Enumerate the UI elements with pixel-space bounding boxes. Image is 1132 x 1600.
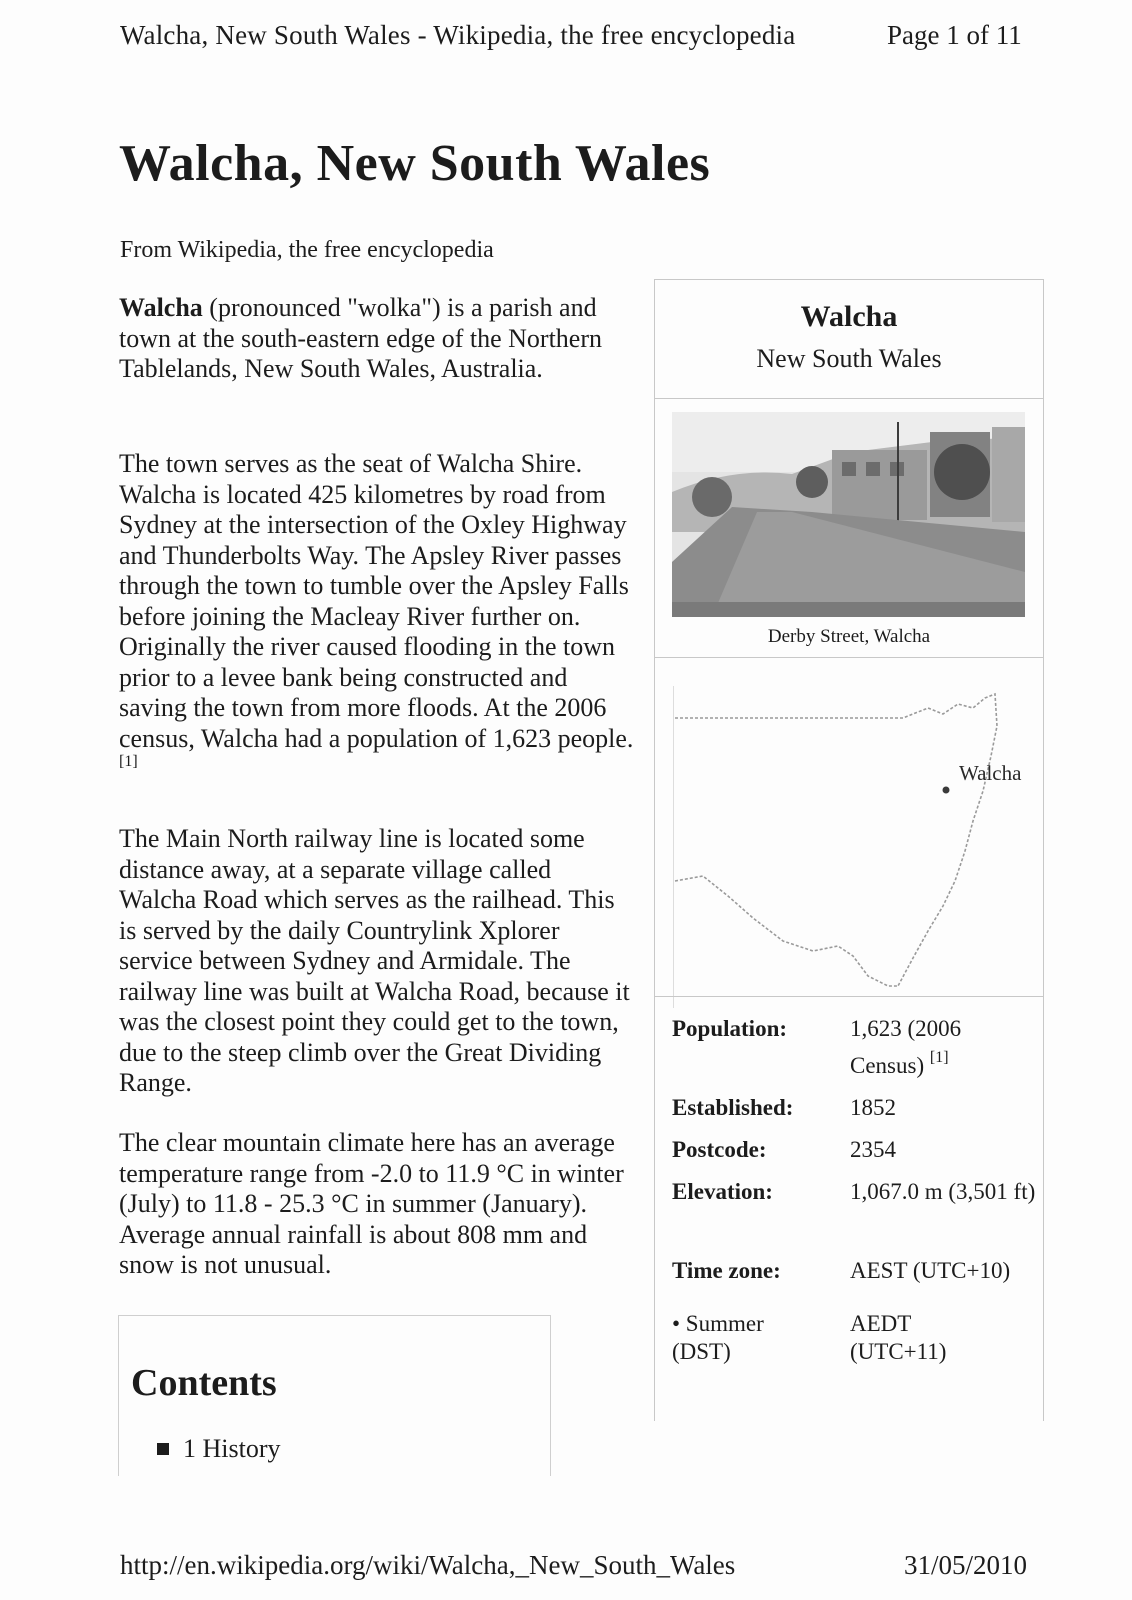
infobox-divider bbox=[655, 657, 1043, 658]
infobox-state-name: New South Wales bbox=[756, 344, 942, 373]
climate-text: The clear mountain climate here has an average temperature range from -2.0 to 11.9 °C in winter (July) to 11.8 - 25.3 °C in summer (January). Average annual rainfall is about 808 mm and snow is not unusual. bbox=[119, 1128, 624, 1279]
infobox-divider bbox=[655, 996, 1043, 997]
citation-link[interactable]: [1] bbox=[119, 753, 138, 770]
fact-label: Established: bbox=[672, 1095, 794, 1120]
fact-value: 1852 bbox=[850, 1095, 896, 1120]
print-header-page-number: Page 1 of 11 bbox=[887, 20, 1022, 50]
fact-value: AEDT (UTC+11) bbox=[850, 1311, 947, 1364]
fact-value: 1,623 (2006 Census) [1] bbox=[850, 1016, 962, 1078]
toc-item-label: 1 History bbox=[183, 1434, 281, 1463]
intro-paragraph bbox=[119, 293, 634, 385]
fact-label: Population: bbox=[672, 1016, 788, 1041]
location-paragraph bbox=[119, 449, 634, 785]
fact-label: Elevation: bbox=[672, 1179, 773, 1204]
climate-paragraph bbox=[119, 1128, 634, 1281]
fact-label: • Summer (DST) bbox=[672, 1311, 764, 1364]
location-map[interactable] bbox=[673, 686, 1043, 1008]
photo-caption: Derby Street, Walcha bbox=[767, 626, 931, 647]
infobox-town-name: Walcha bbox=[800, 300, 898, 333]
railway-paragraph bbox=[119, 824, 634, 1099]
walcha-location-marker bbox=[943, 787, 950, 794]
square-bullet-icon bbox=[157, 1443, 169, 1455]
railway-text: The Main North railway line is located some distance away, at a separate village called Walcha Road which serves as the railhead. This is served by the daily Countrylink Xplorer service between Sydney and Armidale. The railway line was built at Walcha Road, because it was the closest point they could get to the town, due to the steep climb over the Great Dividing Range. bbox=[119, 824, 630, 1097]
page-title: Walcha, New South Wales bbox=[119, 135, 711, 192]
print-header-title: Walcha, New South Wales - Wikipedia, the free encyclopedia bbox=[120, 20, 796, 50]
location-text: The town serves as the seat of Walcha Shire. Walcha is located 425 kilometres by road from Sydney at the intersection of the Oxley Highway and Thunderbolts Way. The Apsley River passes through the town to tumble over the Apsley Falls before joining the Macleay River further on. Originally the river caused flooding in the town prior to a levee bank being constructed and saving the town from more floods. At the 2006 census, Walcha had a population of 1,623 people. bbox=[119, 449, 634, 753]
fact-label: Postcode: bbox=[672, 1137, 767, 1162]
fact-label: Time zone: bbox=[672, 1258, 781, 1283]
fact-value: 1,067.0 m (3,501 ft) bbox=[850, 1179, 1036, 1204]
fact-value: AEST (UTC+10) bbox=[850, 1258, 1011, 1283]
contents-heading: Contents bbox=[131, 1362, 277, 1404]
citation-link[interactable]: [1] bbox=[929, 1049, 949, 1066]
town-photo[interactable] bbox=[672, 412, 1025, 617]
page-subtitle: From Wikipedia, the free encyclopedia bbox=[120, 237, 494, 263]
map-label-walcha: Walcha bbox=[959, 761, 1022, 785]
toc-item-history[interactable] bbox=[157, 1434, 281, 1464]
table-of-contents bbox=[118, 1315, 551, 1476]
fact-value: 2354 bbox=[850, 1137, 896, 1162]
print-footer-date: 31/05/2010 bbox=[904, 1550, 1028, 1580]
intro-bold-term: Walcha bbox=[119, 293, 203, 322]
infobox-divider bbox=[655, 398, 1043, 399]
infobox bbox=[654, 279, 1044, 1421]
intro-text: (pronounced "wolka") is a parish and town at the south-eastern edge of the Northern Tablelands, New South Wales, Australia. bbox=[119, 293, 603, 383]
print-footer-url: http://en.wikipedia.org/wiki/Walcha,_New_South_Wales bbox=[120, 1550, 736, 1580]
